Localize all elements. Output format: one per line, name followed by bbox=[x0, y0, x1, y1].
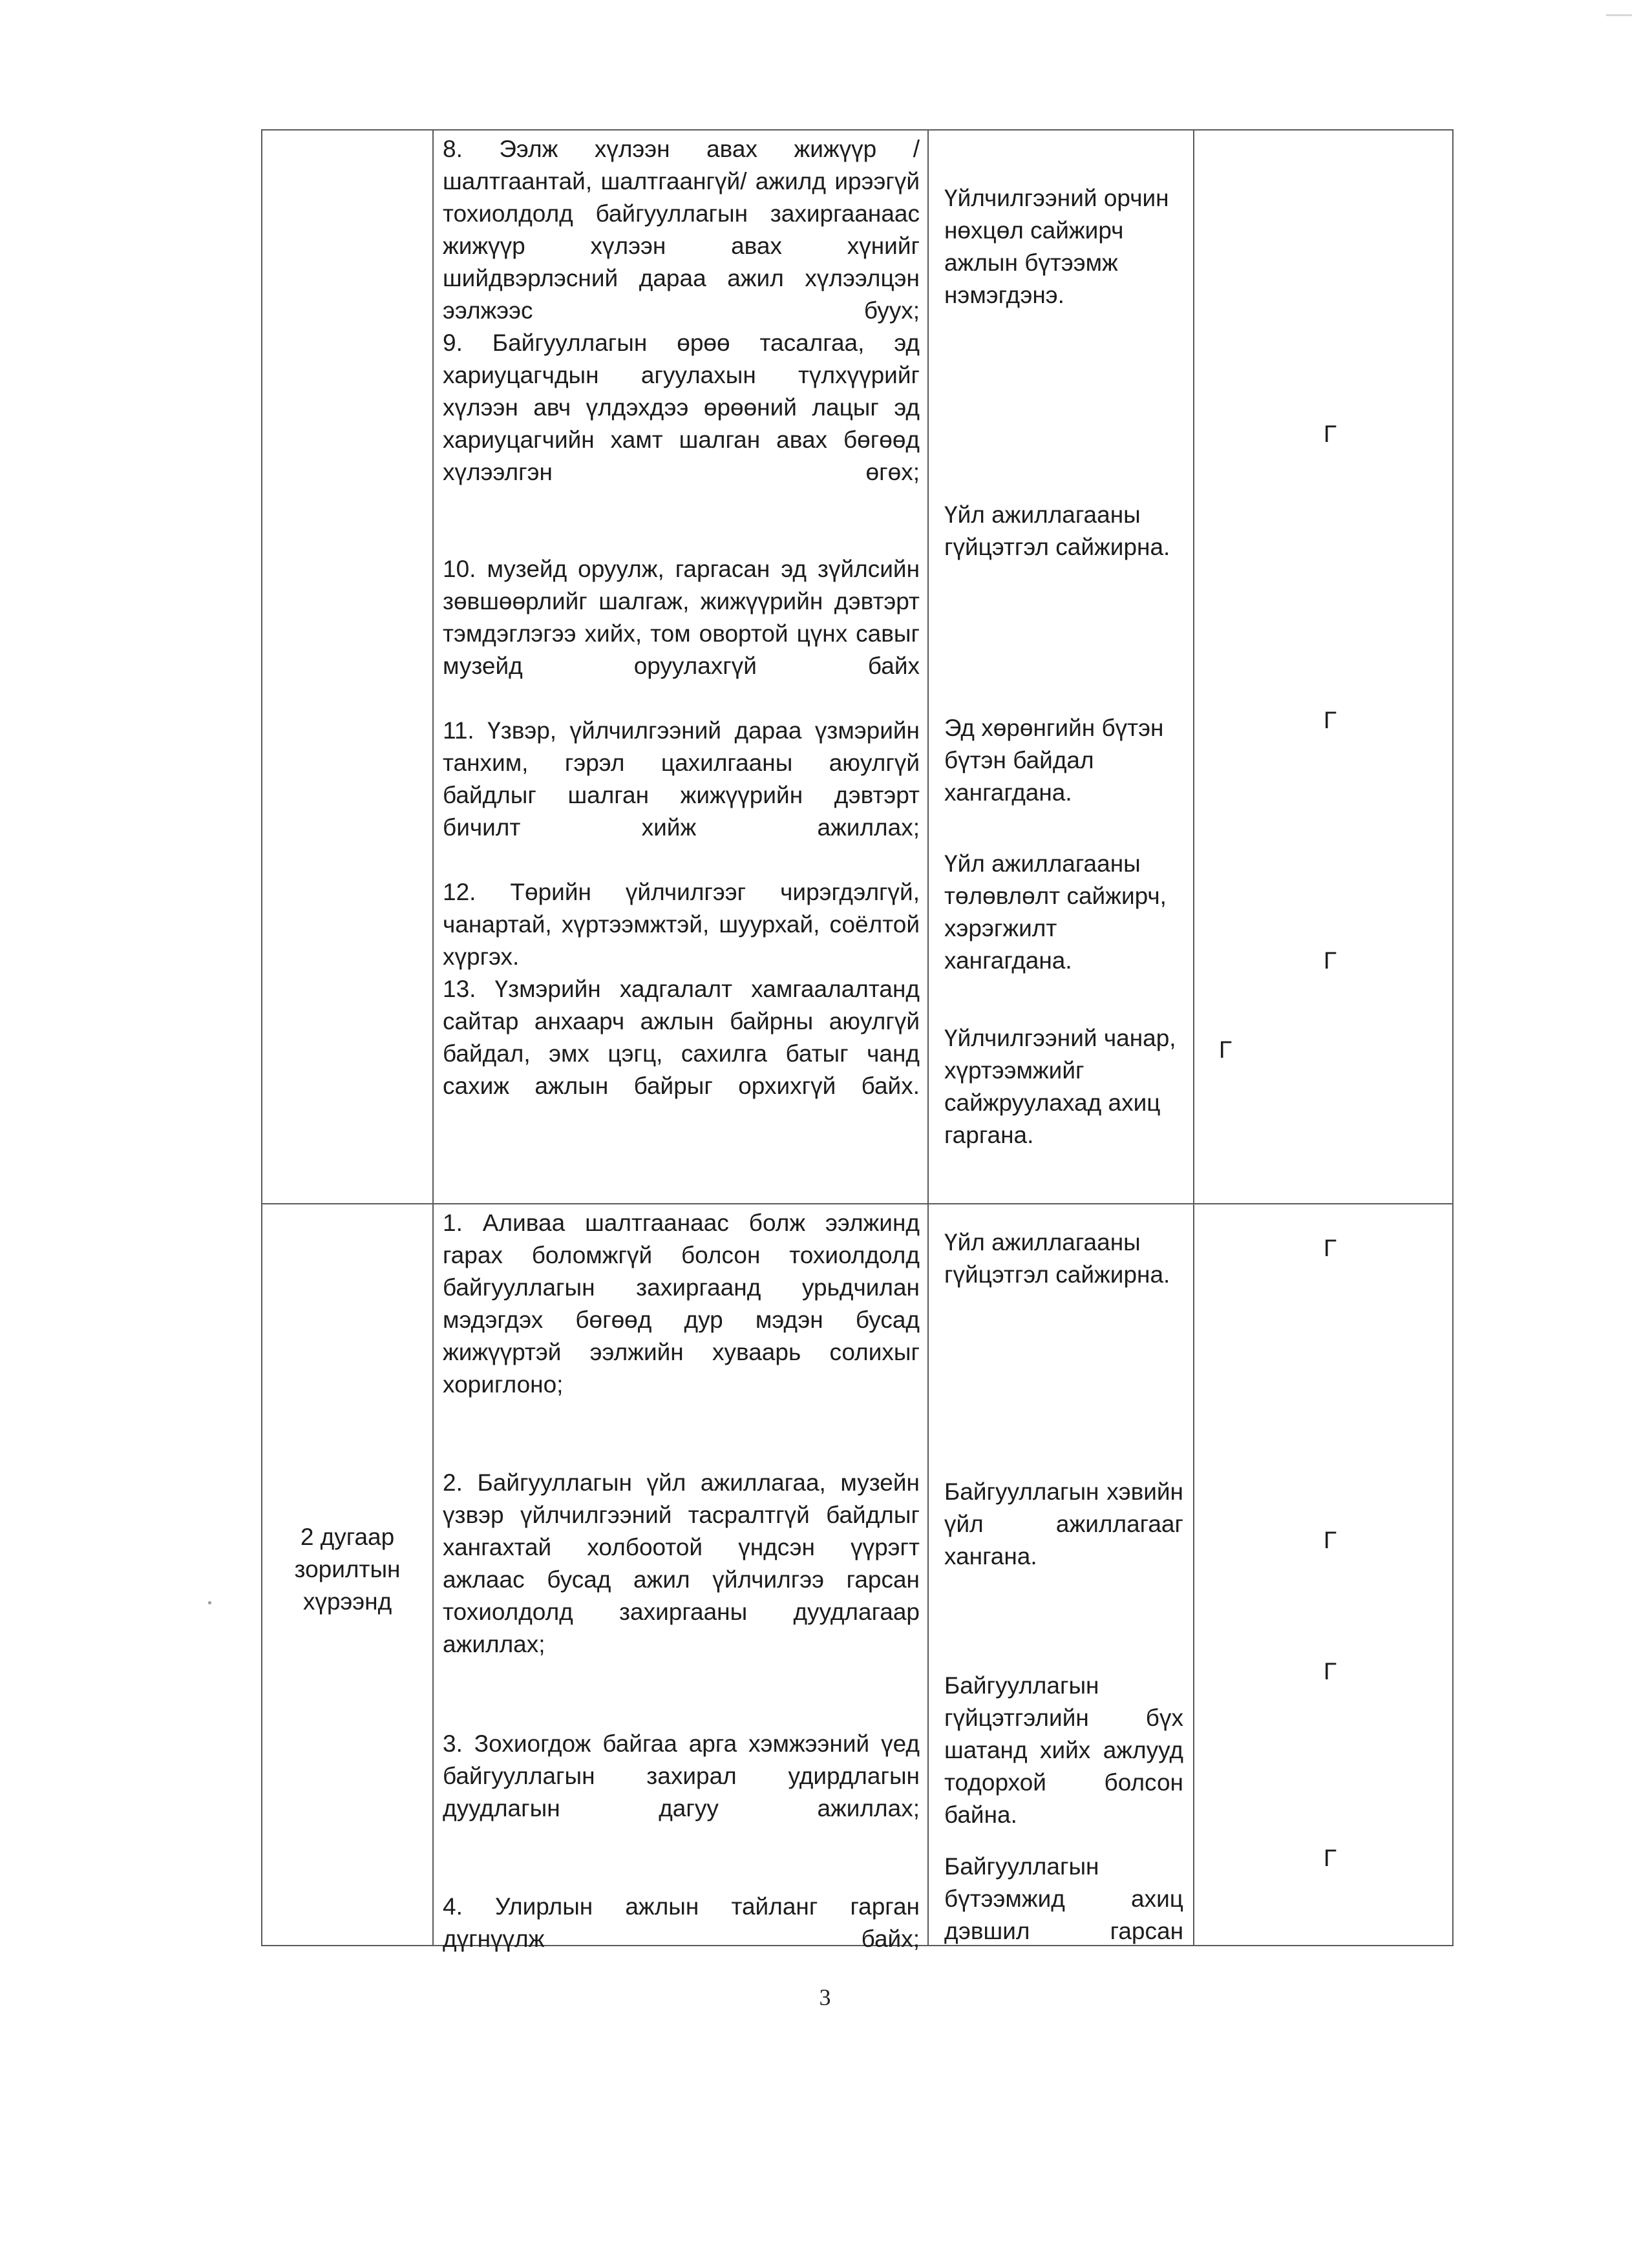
task-item: 11. Үзвэр, үйлчилгээний дараа үзмэрийн танхим, гэрэл цахилгааны аюулгүй байдлыг шалган жижүүрийн дэвтэрт бичилт хийж ажиллах; bbox=[443, 717, 920, 841]
table-row bbox=[262, 1204, 1453, 1946]
outcome-item: Эд хөрөнгийн бүтэн бүтэн байдал хангагдана. bbox=[944, 715, 1164, 806]
task-label-cell bbox=[262, 1204, 433, 1946]
outcome-item: Байгууллагын хэвийн үйл ажиллагааг хангана. bbox=[944, 1478, 1183, 1570]
grade-mark: Г bbox=[1324, 1527, 1337, 1553]
grade-mark: Г bbox=[1324, 1235, 1337, 1261]
task-item: 4. Улирлын ажлын тайланг гарган дүгнүүлж байх; bbox=[443, 1893, 920, 1952]
outcome-item: Үйл ажиллагааны гүйцэтгэл сайжирна. bbox=[944, 501, 1170, 560]
grade-mark: Г bbox=[1324, 707, 1337, 733]
task-label-cell bbox=[262, 130, 433, 1204]
outcome-item: Байгууллагын бүтээмжид ахиц дэвшил гарсан bbox=[944, 1853, 1183, 1944]
grade-mark: Г bbox=[1324, 1845, 1337, 1871]
grade-mark: Г bbox=[1324, 1658, 1337, 1685]
task-item: 3. Зохиогдож байгаа арга хэмжээний үед байгууллагын захирал удирдлагын дуудлагын дагуу ажиллах; bbox=[443, 1730, 920, 1822]
grade-mark: Г bbox=[1324, 947, 1337, 974]
task-item: 12. Төрийн үйлчилгээг чирэгдэлгүй, чанартай, хүртээмжтэй, шуурхай, соёлтой хүргэх. bbox=[443, 879, 920, 970]
task-item: 2. Байгууллагын үйл ажиллагаа, музейн үзвэр үйлчилгээний тасралтгүй байдлыг хангахтай холбоотой үндсэн үүрэгт ажлаас бусад ажил үйлчилгээ гарсан тохиолдолд захиргааны дуудлагаар ажиллах; bbox=[443, 1469, 920, 1657]
tasks-cell bbox=[433, 1204, 928, 1952]
grade-mark: Г bbox=[1324, 421, 1337, 447]
outcomes-cell bbox=[928, 130, 1194, 1204]
outcome-item: Үйл ажиллагааны гүйцэтгэл сайжирна. bbox=[944, 1229, 1170, 1288]
tasks-cell bbox=[433, 130, 928, 1204]
task-item: 13. Үзмэрийн хадгалалт хамгаалалтанд сайтар анхаарч ажлын байрны аюулгүй байдал, эмх цэгц, сахилга батыг чанд сахиж ажлын байрыг орхихгүй байх. bbox=[443, 976, 920, 1099]
task-item: 8. Ээлж хүлээн авах жижүүр /шалтгаантай, шалтгаангүй/ ажилд ирээгүй тохиолдолд байгууллагын захиргаанаас жижүүр хүлээн авах хүнийг шийдвэрлэсний дараа ажил хүлээлцэн ээлжээс буух; bbox=[443, 136, 920, 324]
scan-mark bbox=[1606, 14, 1632, 16]
task-item: 10. музейд оруулж, гаргасан эд зүйлсийн зөвшөөрлийг шалгаж, жижүүрийн дэвтэрт тэмдэглэгээ хийх, том овортой цүнх савыг музейд оруулахгүй байх bbox=[443, 556, 920, 679]
outcome-item: Байгууллагын гүйцэтгэлийн бүх шатанд хийх ажлууд тодорхой болсон байна. bbox=[944, 1672, 1183, 1828]
task-item: 1. Аливаа шалтгаанаас болж ээлжинд гарах боломжгүй болсон тохиолдолд байгууллагын захиргаанд урьдчилан мэдэгдэх бөгөөд дур мэдэн бусад жижүүртэй ээлжийн хуваарь солихыг хориглоно; bbox=[443, 1210, 920, 1398]
grade-mark: Г bbox=[1219, 1036, 1232, 1063]
outcome-item: Үйлчилгээний чанар, хүртээмжийг сайжруулахад ахиц гаргана. bbox=[944, 1025, 1176, 1148]
scan-dot bbox=[208, 1601, 211, 1604]
outcome-item: Үйл ажиллагааны төлөвлөлт сайжирч, хэрэгжилт хангагдана. bbox=[944, 850, 1167, 974]
grades-cell bbox=[1194, 1204, 1453, 1946]
page-number: 3 bbox=[819, 1984, 831, 2010]
grades-cell bbox=[1194, 130, 1453, 1204]
table-row bbox=[262, 130, 1453, 1204]
task-label: 2 дугаар зорилтын хүрээнд bbox=[294, 1524, 401, 1615]
plan-table bbox=[261, 129, 1454, 1952]
outcomes-cell bbox=[928, 1204, 1194, 1946]
outcome-item: Үйлчилгээний орчин нөхцөл сайжирч ажлын бүтээмж нэмэгдэнэ. bbox=[944, 185, 1169, 308]
task-item: 9. Байгууллагын өрөө тасалгаа, эд хариуцагчдын агуулахын түлхүүрийг хүлээн авч үлдэхдээ өрөөний лацыг эд хариуцагчийн хамт шалган авах бөгөөд хүлээлгэн өгөх; bbox=[443, 330, 920, 485]
